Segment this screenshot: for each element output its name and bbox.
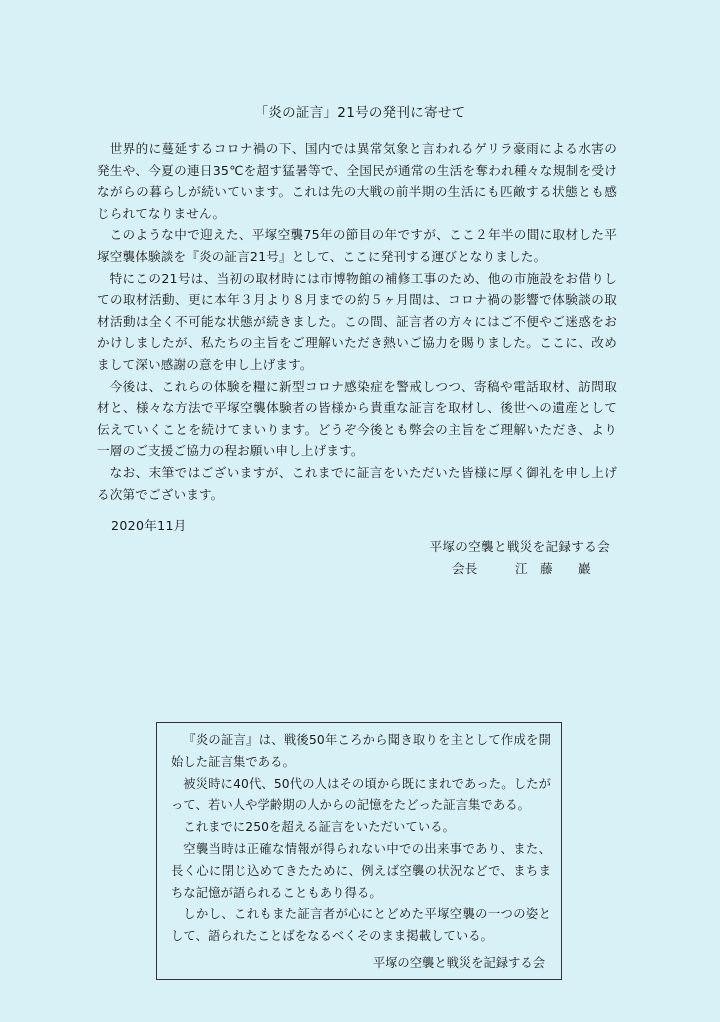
body-paragraph-4: 今後は、これらの体験を糧に新型コロナ感染症を警戒しつつ、寄稿や電話取材、訪問取材と、様々な方法で平塚空襲体験者の皆様から貴重な証言を取材し、後世への遺産として伝えていくことを続けてまいります。どうぞ今後とも弊会の主旨をご理解いただき、より一層のご支援ご協力の程お願い申し上げます。 (97, 378, 617, 459)
note-box (156, 722, 562, 980)
body-paragraph-1: 世界的に蔓延するコロナ禍の下、国内では異常気象と言われるゲリラ豪雨による水害の発生や、今夏の連日35℃を超す猛暑等で、全国民が通常の生活を奪われ種々な規制を受けながらの暮らしが続いています。これは先の大戦の前半期の生活にも匹敵する状態とも感じられてなりません。 (97, 141, 617, 221)
note-paragraph-4: 空襲当時は正確な情報が得られない中での出来事であり、また、長く心に閉じ込めてきたために、例えば空襲の状況などで、まちまちな記憶が語られることもあり得る。 (171, 841, 551, 900)
main-body (97, 138, 617, 505)
issue-date: 2020年11月 (111, 518, 187, 533)
body-paragraph-5: なお、末筆ではございますが、これまでに証言をいただいた皆様に厚く御礼を申し上げる次第でございます。 (97, 464, 617, 502)
body-paragraph-2: このような中で迎えた、平塚空襲75年の節目の年ですが、ここ２年半の間に取材した平塚空襲体験談を『炎の証言21号』として、ここに発刊する運びとなりました。 (97, 227, 617, 264)
organization-name: 平塚の空襲と戦災を記録する会 (429, 539, 610, 554)
body-paragraph-3: 特にこの21号は、当初の取材時には市博物館の補修工事のため、他の市施設をお借りしての取材活動、更に本年３月より８月までの約５ヶ月間は、コロナ禍の影響で体験談の取材活動は全く不可能な状態が続きました。この間、証言者の方々にはご不便やご迷惑をおかけしましたが、私たちの主旨をご理解いただき熱いご協力を賜りました。ここに、改めまして深い感謝の意を申し上げます。 (97, 270, 617, 372)
note-paragraph-1: 『炎の証言』は、戦後50年ころから聞き取りを主として作成を開始した証言集である。 (171, 733, 551, 769)
chairperson-signature: 会長 江 藤 巖 (452, 561, 591, 576)
note-signature: 平塚の空襲と戦災を記録する会 (372, 956, 545, 970)
note-paragraph-5: しかし、これもまた証言者が心にとどめた平塚空襲の一つの姿として、語られたことばをなるべくそのまま掲載している。 (171, 907, 551, 944)
page-title: 「炎の証言」21号の発刊に寄せて (254, 105, 466, 121)
note-paragraph-2: 被災時に40代、50代の人はその頃から既にまれであった。したがって、若い人や学齢期の人からの記憶をたどった証言集である。 (171, 776, 551, 813)
note-paragraph-3: これまでに250を超える証言をいただいている。 (183, 820, 456, 835)
